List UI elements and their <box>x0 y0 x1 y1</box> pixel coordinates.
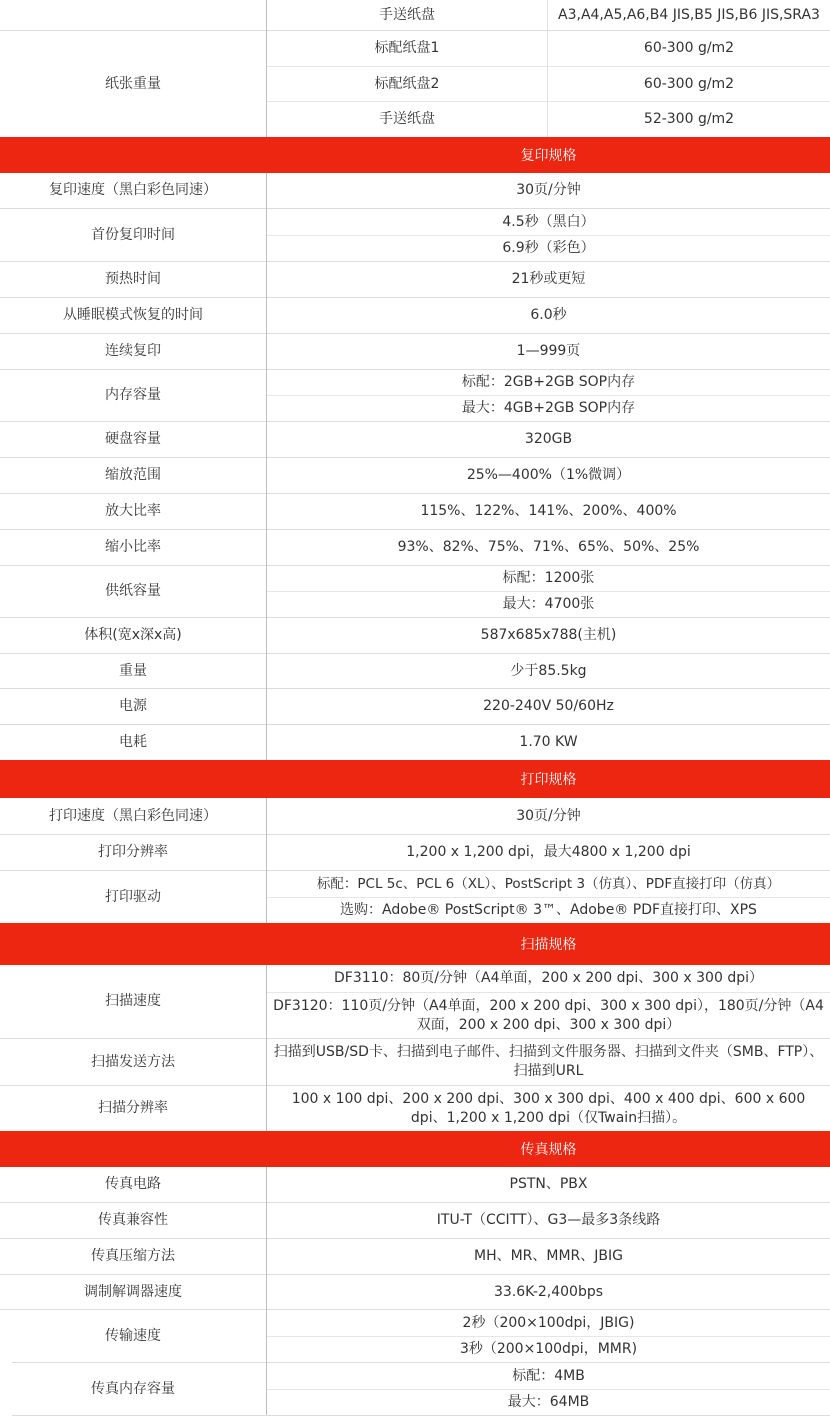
section-title-copy: 复印规格 <box>520 148 577 164</box>
spec-value: 220-240V 50/60Hz <box>483 698 614 714</box>
spec-value: 30页/分钟 <box>516 182 581 198</box>
tray-name: 标配纸盘1 <box>374 40 440 56</box>
spec-label: 打印分辨率 <box>98 844 168 860</box>
spec-label: 打印速度（黑白彩色同速） <box>49 807 217 824</box>
spec-label: 内存容量 <box>105 387 161 403</box>
spec-label: 体积(宽x深x高) <box>84 627 182 643</box>
spec-value: 33.6K-2,400bps <box>493 1283 604 1300</box>
column-divider-tray <box>547 0 548 137</box>
spec-label: 重量 <box>119 662 147 679</box>
spec-label: 预热时间 <box>105 271 161 287</box>
spec-label: 传真电路 <box>105 1176 161 1192</box>
spec-value: 标配：PCL 5c、PCL 6（XL）、PostScript 3（仿真）、PDF直接打印（仿真） <box>316 875 781 892</box>
spec-label: 扫描分辨率 <box>98 1100 168 1116</box>
spec-value: 587x685x788(主机) <box>480 627 617 643</box>
spec-label: 调制解调器速度 <box>84 1283 182 1300</box>
spec-value: 标配：2GB+2GB SOP内存 <box>461 374 636 390</box>
spec-label: 传真内存容量 <box>91 1380 175 1397</box>
spec-value: 扫描到USB/SD卡、扫描到电子邮件、扫描到文件服务器、扫描到文件夹（SMB、FTP）、扫描到URL <box>273 1044 824 1079</box>
tray-name: 标配纸盘2 <box>374 75 440 92</box>
spec-value: 30页/分钟 <box>516 807 581 824</box>
spec-label: 扫描速度 <box>105 993 161 1009</box>
spec-label: 传真兼容性 <box>98 1212 168 1228</box>
spec-value: 最大：4700张 <box>502 596 595 612</box>
spec-value: DF3110：80页/分钟（A4单面，200 x 200 dpi、300 x 300 dpi） <box>334 970 763 986</box>
spec-label: 复印速度（黑白彩色同速） <box>49 182 217 198</box>
spec-value: 少于85.5kg <box>510 662 587 679</box>
spec-value: 1,200 x 1,200 dpi，最大4800 x 1,200 dpi <box>406 844 691 860</box>
spec-value: MH、MR、MMR、JBIG <box>473 1248 623 1264</box>
spec-label: 传真压缩方法 <box>91 1248 175 1264</box>
tray-name: 手送纸盘 <box>379 6 435 23</box>
section-title-fax: 传真规格 <box>520 1142 577 1158</box>
spec-value: 25%—400%（1%微调） <box>466 467 631 483</box>
spec-label: 放大比率 <box>105 503 161 519</box>
spec-value: 标配：1200张 <box>502 570 595 586</box>
paper-weight-label: 纸张重量 <box>105 75 161 92</box>
paper-weight-value: 52-300 g/m2 <box>643 111 735 127</box>
spec-value: 2秒（200×100dpi，JBIG) <box>462 1314 635 1331</box>
spec-label: 传输速度 <box>105 1327 161 1344</box>
spec-value: 选购：Adobe® PostScript® 3™、Adobe® PDF直接打印、XPS <box>340 902 757 918</box>
spec-value: DF3120：110页/分钟（A4单面，200 x 200 dpi、300 x 300 dpi），180页/分钟（A4双面，200 x 200 dpi、300 x 300 dpi） <box>273 997 824 1033</box>
spec-value: 6.0秒 <box>530 307 567 323</box>
paper-weight-value: 60-300 g/m2 <box>643 40 735 56</box>
spec-value: 4.5秒（黑白） <box>502 213 595 230</box>
spec-value: 1—999页 <box>516 343 581 359</box>
spec-label: 扫描发送方法 <box>91 1053 175 1070</box>
spec-label: 缩小比率 <box>105 539 161 555</box>
spec-value: 6.9秒（彩色） <box>502 240 595 256</box>
spec-value: 21秒或更短 <box>511 271 586 287</box>
spec-value: 3秒（200×100dpi，MMR) <box>459 1341 638 1357</box>
spec-value: 100 x 100 dpi、200 x 200 dpi、300 x 300 dpi、400 x 400 dpi、600 x 600 dpi、1,200 x 1,200 dpi（仅Twain扫描）。 <box>291 1090 806 1126</box>
spec-label: 首份复印时间 <box>91 226 175 243</box>
paper-weight-value: 60-300 g/m2 <box>643 75 735 92</box>
spec-value: ITU-T（CCITT）、G3—最多3条线路 <box>436 1212 661 1228</box>
spec-label: 电源 <box>119 698 147 714</box>
section-title-print: 打印规格 <box>520 772 577 788</box>
spec-value: 标配：4MB <box>512 1367 585 1384</box>
spec-label: 供纸容量 <box>105 583 161 599</box>
spec-value: 最大：4GB+2GB SOP内存 <box>461 400 636 416</box>
spec-value: 最大：64MB <box>507 1394 590 1410</box>
spec-label: 硬盘容量 <box>105 431 161 447</box>
spec-label: 打印驱动 <box>105 888 161 905</box>
spec-label: 连续复印 <box>105 343 161 359</box>
section-title-scan: 扫描规格 <box>520 937 577 953</box>
column-divider <box>266 0 267 1415</box>
tray-name: 手送纸盘 <box>379 111 435 127</box>
spec-value: 1.70 KW <box>519 734 578 750</box>
spec-label: 缩放范围 <box>105 467 161 483</box>
spec-value: 93%、82%、75%、71%、65%、50%、25% <box>397 539 700 555</box>
spec-value: 320GB <box>524 431 573 447</box>
spec-value: PSTN、PBX <box>509 1176 588 1192</box>
spec-label: 电耗 <box>119 734 147 750</box>
paper-size-value: A3,A4,A5,A6,B4 JIS,B5 JIS,B6 JIS,SRA3 <box>558 6 820 23</box>
spec-label: 从睡眠模式恢复的时间 <box>63 307 203 323</box>
spec-value: 115%、122%、141%、200%、400% <box>420 503 677 519</box>
